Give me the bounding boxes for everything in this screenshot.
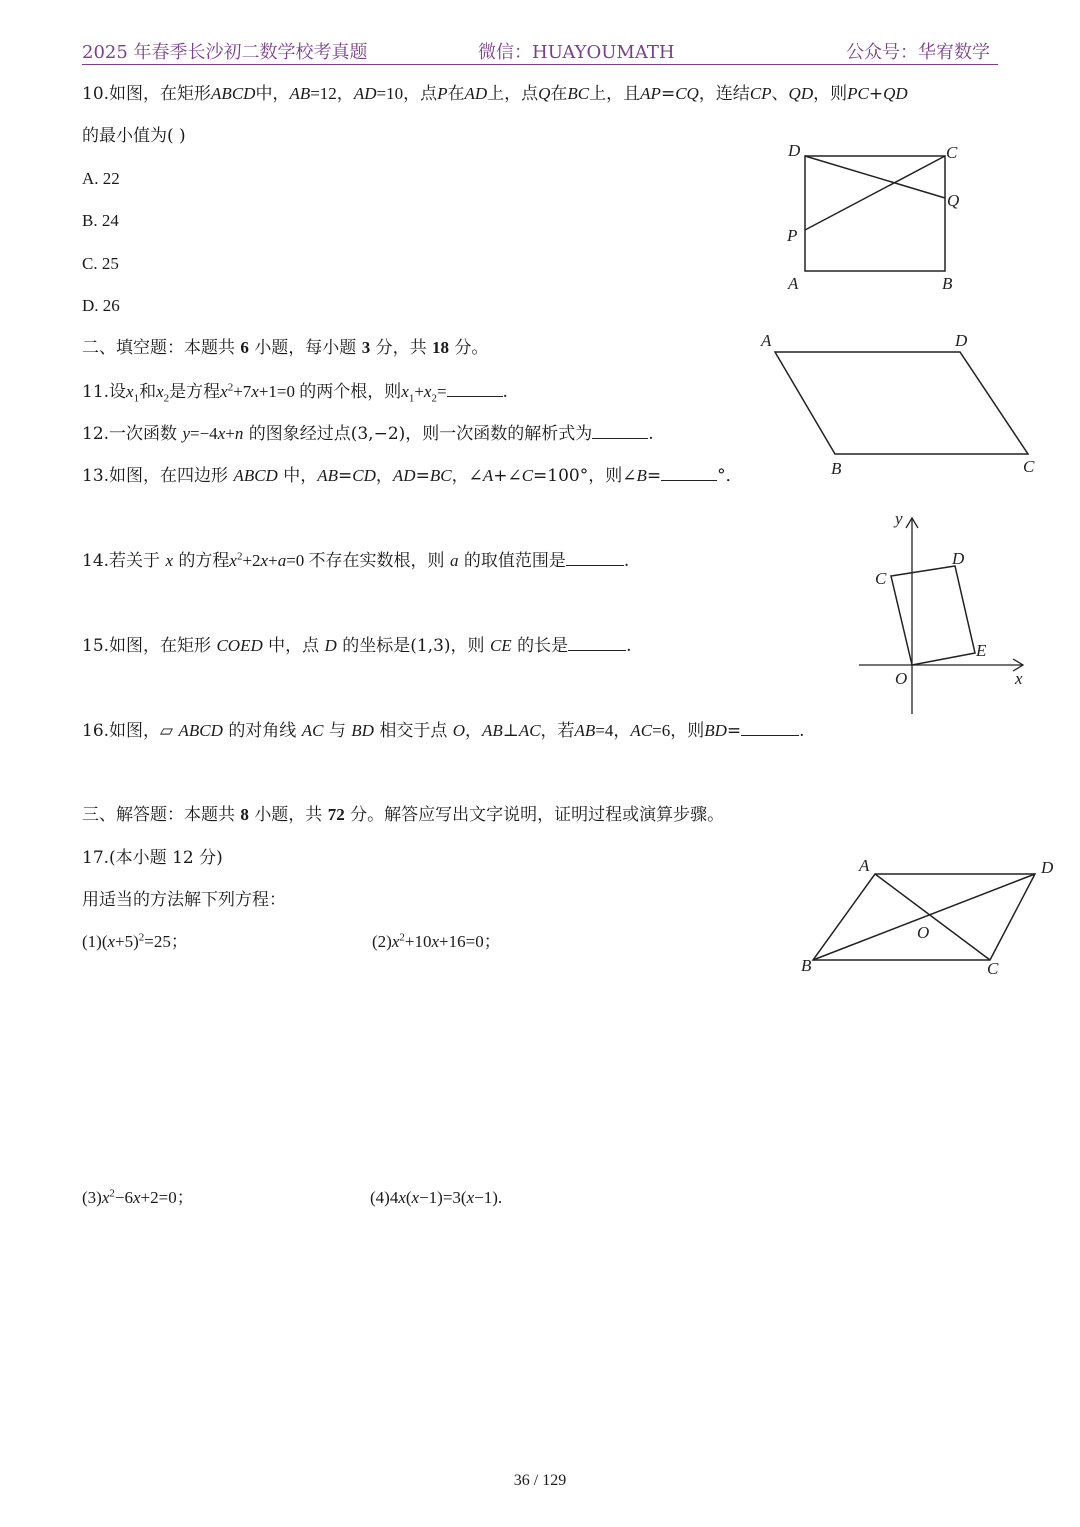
q17-title: 17.(本小题 12 分) [82, 848, 223, 868]
label-P: P [787, 226, 798, 245]
label-A: A [788, 274, 799, 293]
q12-text: 12.一次函数 y=−4x+n 的图象经过点(3,−2)，则一次函数的解析式为 . [82, 424, 654, 444]
q17-part-2: $(2)x^2+10x+16=0$； [372, 931, 501, 951]
q10-option-a: A. 22 [82, 169, 120, 188]
q10-option-b: B. 24 [82, 211, 119, 230]
q15-coordinate-figure [855, 508, 1035, 720]
q16-parallelogram-figure [795, 852, 1065, 982]
q11-answer-blank [447, 380, 503, 397]
q10-rectangle-figure [780, 138, 980, 298]
q15-answer-blank [568, 634, 626, 651]
label-C: C [987, 959, 999, 978]
page-number: 36 / 129 [513, 1472, 567, 1489]
label-D: D [955, 331, 968, 350]
header-wechat: 微信：HUAYOUMATH [478, 42, 675, 63]
label-D: D [952, 549, 965, 568]
q17-instruction: 用适当的方法解下列方程： [82, 890, 286, 910]
header-official-account: 公众号：华宥数学 [846, 42, 990, 63]
q12-answer-blank [592, 422, 648, 439]
label-C: C [875, 569, 887, 588]
q15-text: 15.如图，在矩形 COED 中，点 D 的坐标是(1,3)，则 CE 的长是 . [82, 636, 632, 656]
label-D: D [1041, 858, 1054, 877]
label-B: B [801, 956, 812, 975]
header-left-title: 2025 年春季长沙初二数学校考真题 [82, 42, 368, 63]
q16-answer-blank [741, 719, 799, 736]
q14-answer-blank [566, 549, 624, 566]
label-D: D [788, 141, 801, 160]
q17-part-3: $(3)x^2-6x+2=0$； [82, 1187, 194, 1207]
q16-text: 16.如图，▱ ABCD 的对角线 AC 与 BD 相交于点 O，AB⊥AC，若AB=4，AC=6，则BD= . [82, 721, 805, 741]
section-3-heading: 三、解答题：本题共 8 小题，共 72 分。解答应写出文字说明，证明过程或演算步骤。 [82, 805, 725, 825]
label-O: O [917, 923, 930, 942]
label-B: B [831, 459, 842, 478]
label-E: E [976, 641, 987, 660]
q13-answer-blank [661, 464, 717, 481]
q17-part-1: $(1)(x+5)^2=25$； [82, 931, 188, 951]
header-rule [82, 64, 998, 65]
label-Q: Q [947, 191, 960, 210]
q13-text: 13.如图，在四边形 ABCD 中，AB=CD，AD=BC，∠A+∠C=100°，则∠B= °． [82, 466, 743, 486]
label-C: C [1023, 457, 1035, 476]
q10-line2: 的最小值为( ) [82, 126, 186, 146]
label-y: y [895, 509, 903, 528]
q13-quadrilateral-figure [755, 328, 1045, 478]
section-2-heading: 二、填空题：本题共 6 小题，每小题 3 分，共 18 分。 [82, 338, 489, 358]
label-A: A [761, 331, 772, 350]
q14-text: 14.若关于 x 的方程$x^2+2x+a=0$ 不存在实数根，则 a 的取值范围是 . [82, 550, 630, 571]
label-O: O [895, 669, 908, 688]
label-B: B [942, 274, 953, 293]
label-A: A [859, 856, 870, 875]
q11-text: 11.设$x_1$和$x_2$是方程$x^2+7x+1=0$ 的两个根，则$x_1+x_2=$ . [82, 381, 508, 405]
q17-part-4: (4)4x(x−1)=3(x−1). [370, 1188, 503, 1207]
q10-option-d: D. 26 [82, 296, 120, 315]
q10-line1: 10.如图，在矩形ABCD中，AB=12，AD=10，点P在AD上，点Q在BC上，且AP=CQ，连结CP、QD，则PC+QD [82, 84, 908, 104]
q10-option-c: C. 25 [82, 254, 119, 273]
label-x: x [1015, 669, 1023, 688]
label-C: C [946, 143, 958, 162]
